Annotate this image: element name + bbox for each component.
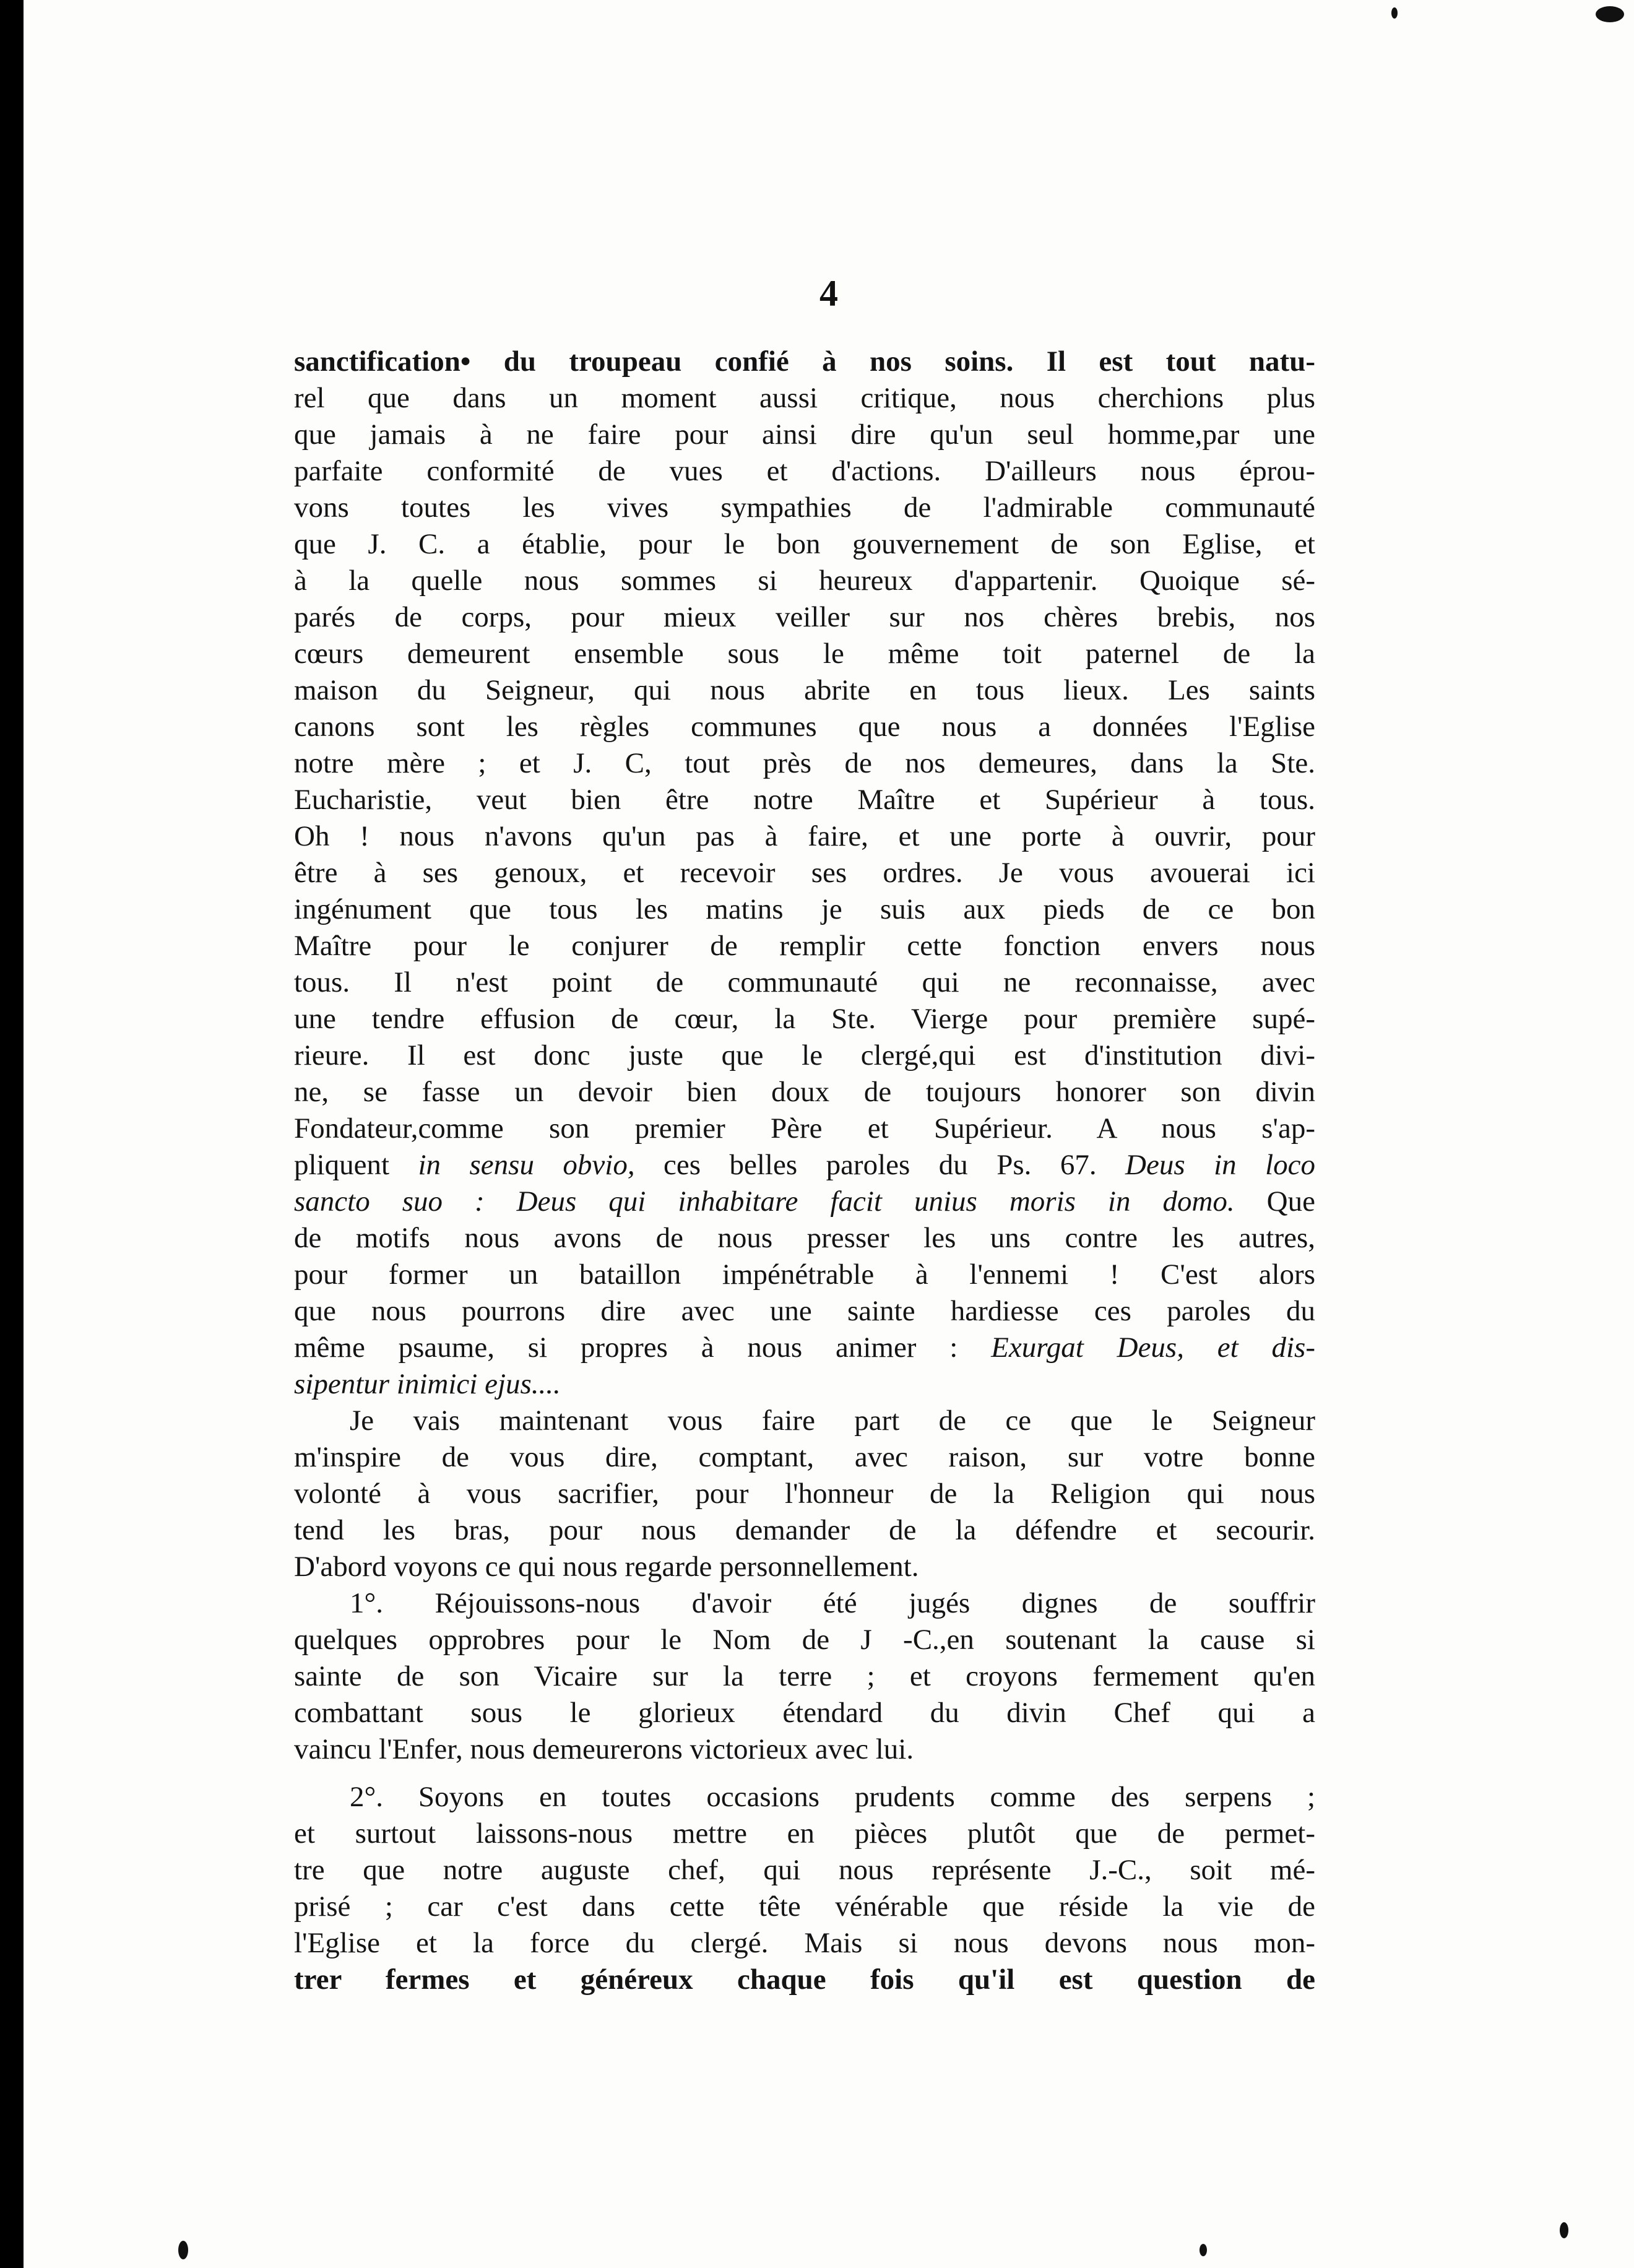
text-segment: Que: [1234, 1185, 1315, 1218]
text-segment: pliquent: [294, 1149, 418, 1181]
body-text: [294, 344, 1315, 1998]
text-line: ingénument que tous les matins je suis aux pieds de ce bon: [294, 893, 1315, 925]
text-line: que jamais à ne faire pour ainsi dire qu'un seul homme,par une: [294, 418, 1315, 451]
text-line: Je vais maintenant vous faire part de ce que le Seigneur: [350, 1405, 1315, 1437]
text-line: prisé ; car c'est dans cette tête vénérable que réside la vie de: [294, 1890, 1315, 1923]
text-segment: ces belles paroles du Ps. 67.: [634, 1149, 1126, 1181]
ink-speck: [178, 2241, 188, 2259]
text-line: pour former un bataillon impénétrable à l'ennemi ! C'est alors: [294, 1258, 1315, 1291]
text-line: être à ses genoux, et recevoir ses ordres. Je vous avouerai ici: [294, 857, 1315, 889]
text-line: vons toutes les vives sympathies de l'admirable communauté: [294, 491, 1315, 524]
text-line: que J. C. a établie, pour le bon gouvernement de son Eglise, et: [294, 528, 1315, 560]
text-line: [294, 1184, 1315, 1220]
text-line: à la quelle nous sommes si heureux d'appartenir. Quoique sé-: [294, 565, 1315, 597]
page-number: 4: [819, 273, 838, 314]
ink-speck: [1560, 2222, 1568, 2238]
text-line: 2°. Soyons en toutes occasions prudents comme des serpens ;: [350, 1781, 1315, 1813]
text-line: combattant sous le glorieux étendard du divin Chef qui a: [294, 1697, 1315, 1729]
text-line: sainte de son Vicaire sur la terre ; et croyons fermement qu'en: [294, 1660, 1315, 1692]
text-line: m'inspire de vous dire, comptant, avec raison, sur votre bonne: [294, 1441, 1315, 1473]
text-line: maison du Seigneur, qui nous abrite en tous lieux. Les saints: [294, 674, 1315, 706]
italic-latin-text: in sensu obvio,: [418, 1149, 635, 1181]
text-line: D'abord voyons ce qui nous regarde personnellement.: [294, 1551, 919, 1583]
text-segment: même psaume, si propres à nous animer :: [294, 1331, 992, 1364]
ink-speck: [1596, 6, 1624, 22]
italic-latin-text: Exurgat Deus, et dis-: [991, 1331, 1316, 1364]
text-line: [294, 1330, 1315, 1366]
text-line: tous. Il n'est point de communauté qui ne reconnaisse, avec: [294, 966, 1315, 998]
ink-speck: [1200, 2244, 1207, 2256]
text-line: une tendre effusion de cœur, la Ste. Vierge pour première supé-: [294, 1003, 1315, 1035]
text-line: que nous pourrons dire avec une sainte hardiesse ces paroles du: [294, 1295, 1315, 1327]
text-line: Oh ! nous n'avons qu'un pas à faire, et une porte à ouvrir, pour: [294, 820, 1315, 852]
text-line: Fondateur,comme son premier Père et Supérieur. A nous s'ap-: [294, 1112, 1315, 1145]
text-line: tend les bras, pour nous demander de la défendre et secourir.: [294, 1514, 1315, 1546]
italic-latin-text: sancto suo : Deus qui inhabitare facit unius moris in domo.: [294, 1185, 1235, 1218]
text-line: parés de corps, pour mieux veiller sur nos chères brebis, nos: [294, 601, 1315, 633]
text-line: canons sont les règles communes que nous a données l'Eglise: [294, 711, 1315, 743]
text-line: parfaite conformité de vues et d'actions. D'ailleurs nous éprou-: [294, 455, 1315, 487]
text-line: vaincu l'Enfer, nous demeurerons victorieux avec lui.: [294, 1733, 914, 1765]
text-line: tre que notre auguste chef, qui nous représente J.-C., soit mé-: [294, 1854, 1315, 1886]
ink-speck: [1391, 7, 1398, 19]
text-line: 1°. Réjouissons-nous d'avoir été jugés dignes de souffrir: [350, 1587, 1315, 1619]
book-page: [24, 0, 1634, 2268]
text-line: de motifs nous avons de nous presser les uns contre les autres,: [294, 1222, 1315, 1254]
text-line: et surtout laissons-nous mettre en pièces plutôt que de permet-: [294, 1817, 1315, 1850]
text-line: quelques opprobres pour le Nom de J -C.,en soutenant la cause si: [294, 1624, 1315, 1656]
text-line: Eucharistie, veut bien être notre Maître et Supérieur à tous.: [294, 784, 1315, 816]
text-line: [294, 1147, 1315, 1184]
text-line: cœurs demeurent ensemble sous le même toit paternel de la: [294, 638, 1315, 670]
italic-latin-text: sipentur inimici ejus....: [294, 1368, 561, 1400]
text-line: sanctification• du troupeau confié à nos soins. Il est tout natu-: [294, 345, 1315, 378]
text-line: rel que dans un moment aussi critique, nous cherchions plus: [294, 382, 1315, 414]
text-line: rieure. Il est donc juste que le clergé,qui est d'institution divi-: [294, 1039, 1315, 1071]
text-line: trer fermes et généreux chaque fois qu'il est question de: [294, 1963, 1315, 1996]
italic-latin-text: Deus in loco: [1125, 1149, 1316, 1181]
text-line: Maître pour le conjurer de remplir cette fonction envers nous: [294, 930, 1315, 962]
text-line: notre mère ; et J. C, tout près de nos demeures, dans la Ste.: [294, 747, 1315, 779]
text-line: [294, 1366, 1315, 1403]
text-line: l'Eglise et la force du clergé. Mais si nous devons nous mon-: [294, 1927, 1315, 1959]
text-line: volonté à vous sacrifier, pour l'honneur de la Religion qui nous: [294, 1478, 1315, 1510]
text-line: ne, se fasse un devoir bien doux de toujours honorer son divin: [294, 1076, 1315, 1108]
